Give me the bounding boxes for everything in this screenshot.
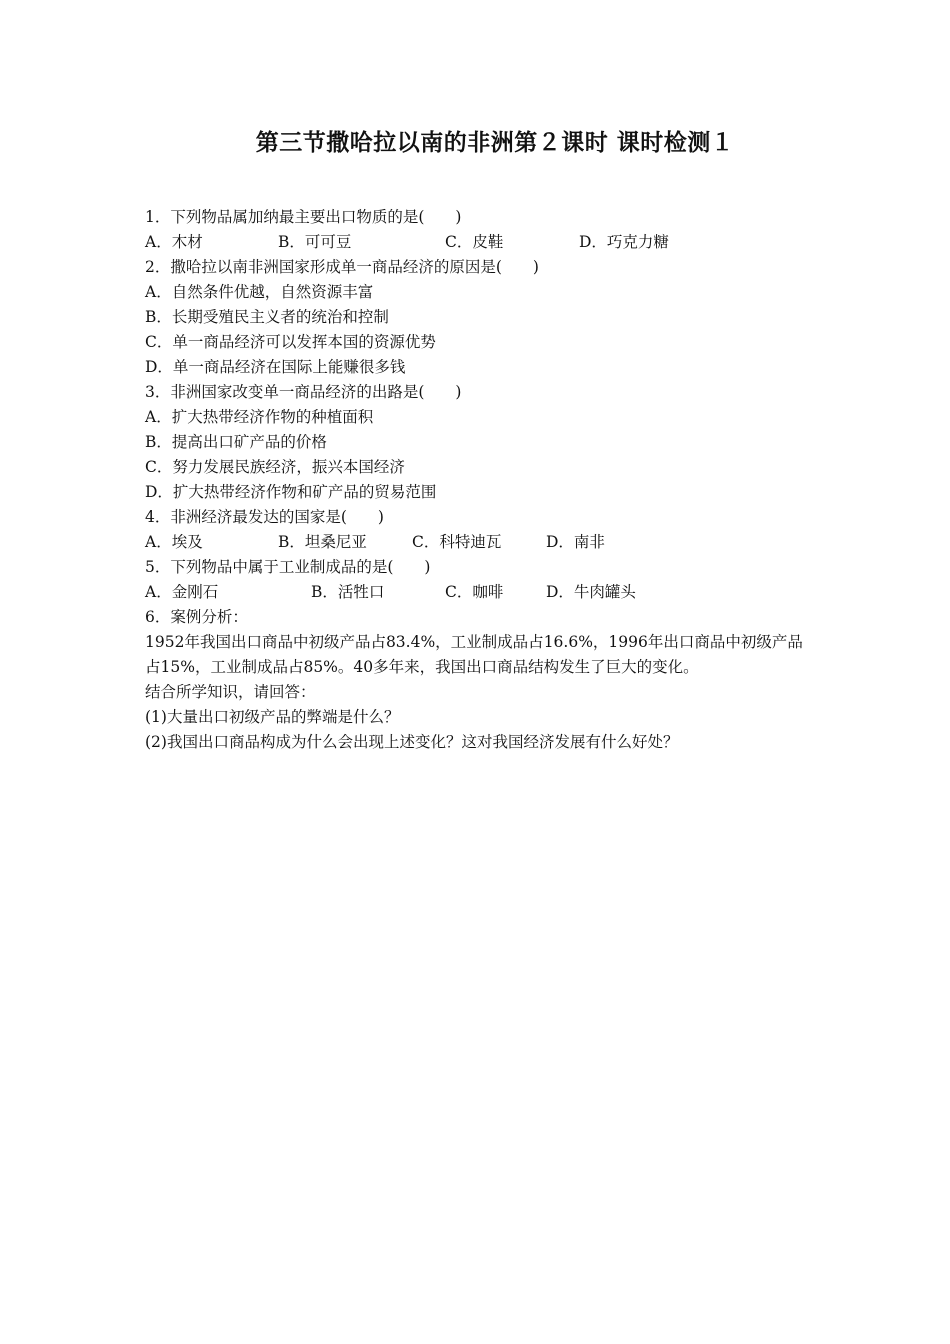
- question-3-option-d: D．扩大热带经济作物和矿产品的贸易范围: [145, 483, 437, 501]
- question-2-stem: 2．撒哈拉以南非洲国家形成单一商品经济的原因是( ): [145, 258, 539, 276]
- question-6-stem: 6．案例分析：: [145, 608, 248, 626]
- question-1-option-d: D．巧克力糖: [579, 233, 669, 251]
- question-3-stem: 3．非洲国家改变单一商品经济的出路是( ): [145, 383, 462, 401]
- question-5-option-a: A．金刚石: [145, 583, 219, 601]
- question-2-option-d: D．单一商品经济在国际上能赚很多钱: [145, 358, 406, 376]
- case-prompt: 结合所学知识，请回答：: [145, 683, 316, 701]
- question-3-option-b: B．提高出口矿产品的价格: [145, 433, 327, 451]
- question-1-options: [145, 230, 810, 255]
- question-2-option-a: A．自然条件优越，自然资源丰富: [145, 283, 374, 301]
- question-4-option-d: D．南非: [546, 533, 605, 551]
- question-3-option-c: C．努力发展民族经济，振兴本国经济: [145, 458, 405, 476]
- question-5-option-c: C．咖啡: [445, 583, 504, 601]
- question-4-stem: 4．非洲经济最发达的国家是( ): [145, 508, 384, 526]
- question-5-stem: 5．下列物品中属于工业制成品的是( ): [145, 558, 431, 576]
- question-4-option-b: B．坦桑尼亚: [278, 533, 367, 551]
- question-4-options: [145, 530, 810, 555]
- question-2-option-b: B．长期受殖民主义者的统治和控制: [145, 308, 389, 326]
- page-title: 第三节撒哈拉以南的非洲第２课时 课时检测１: [255, 129, 735, 156]
- question-3-option-a: A．扩大热带经济作物的种植面积: [145, 408, 374, 426]
- question-4-option-a: A．埃及: [145, 533, 203, 551]
- case-question-1: (1)大量出口初级产品的弊端是什么？: [145, 708, 400, 726]
- question-5-option-d: D．牛肉罐头: [546, 583, 636, 601]
- question-1-option-a: A．木材: [145, 233, 203, 251]
- question-1-option-b: B．可可豆: [278, 233, 352, 251]
- question-5-option-b: B．活牲口: [311, 583, 385, 601]
- case-paragraph: 1952年我国出口商品中初级产品占83.4%，工业制成品占16.6%，1996年出口商品中初级产品占15%，工业制成品占85%。40多年来，我国出口商品结构发生了巨大的变化。: [145, 633, 803, 676]
- question-1-stem: 1．下列物品属加纳最主要出口物质的是( ): [145, 208, 462, 226]
- question-1-option-c: C．皮鞋: [445, 233, 504, 251]
- question-5-options: [145, 580, 810, 605]
- question-2-option-c: C．单一商品经济可以发挥本国的资源优势: [145, 333, 436, 351]
- question-4-option-c: C．科特迪瓦: [412, 533, 502, 551]
- question-list: [145, 205, 810, 755]
- case-question-2: (2)我国出口商品构成为什么会出现上述变化？这对我国经济发展有什么好处？: [145, 733, 679, 751]
